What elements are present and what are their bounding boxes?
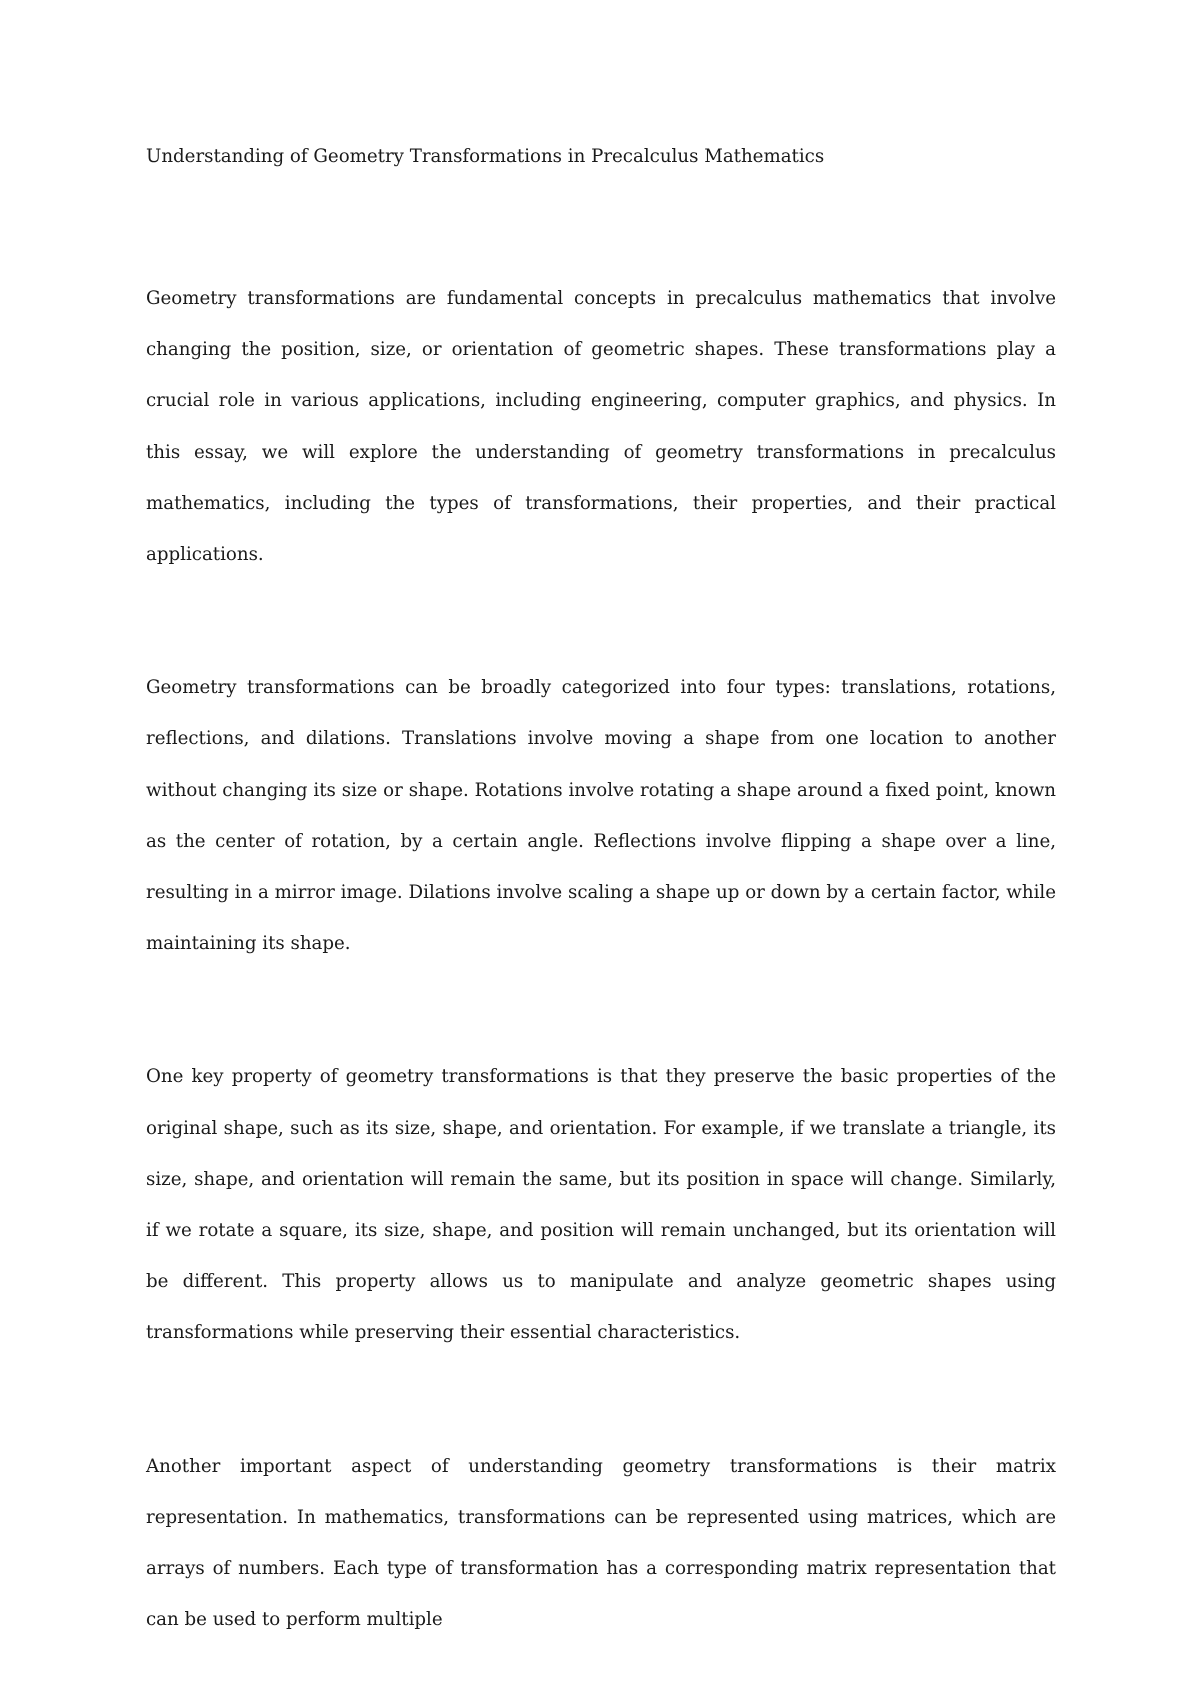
paragraph-types: Geometry transformations can be broadly categorized into four types: translations, rotations, reflections, and dilations. Translations involve moving a shape from one location to another without changing its size or shape. Rotations involve rotating a shape around a fixed point, known as the center of rotation, by a certain angle. Reflections involve flipping a shape over a line, resulting in a mirror image. Dilations involve scaling a shape up or down by a certain factor, while maintaining its shape. — [146, 677, 1056, 955]
paragraph-properties: One key property of geometry transformations is that they preserve the basic properties of the original shape, such as its size, shape, and orientation. For example, if we translate a triangle, its size, shape, and orientation will remain the same, but its position in space will change. Similarly, if we rotate a square, its size, shape, and position will remain unchanged, but its orientation will be different. This property allows us to manipulate and analyze geometric shapes using transformations while preserving their essential characteristics. — [146, 1066, 1056, 1344]
paragraph-introduction: Geometry transformations are fundamental concepts in precalculus mathematics that involve changing the position, size, or orientation of geometric shapes. These transformations play a crucial role in various applications, including engineering, computer graphics, and physics. In this essay, we will explore the understanding of geometry transformations in precalculus mathematics, including the types of transformations, their properties, and their practical applications. — [146, 288, 1056, 566]
document-body — [146, 142, 1056, 1645]
paragraph-matrix-representation: Another important aspect of understanding geometry transformations is their matrix representation. In mathematics, transformations can be represented using matrices, which are arrays of numbers. Each type of transformation has a corresponding matrix representation that can be used to perform multiple — [146, 1455, 1056, 1631]
document-title: Understanding of Geometry Transformations in Precalculus Mathematics — [146, 146, 825, 167]
